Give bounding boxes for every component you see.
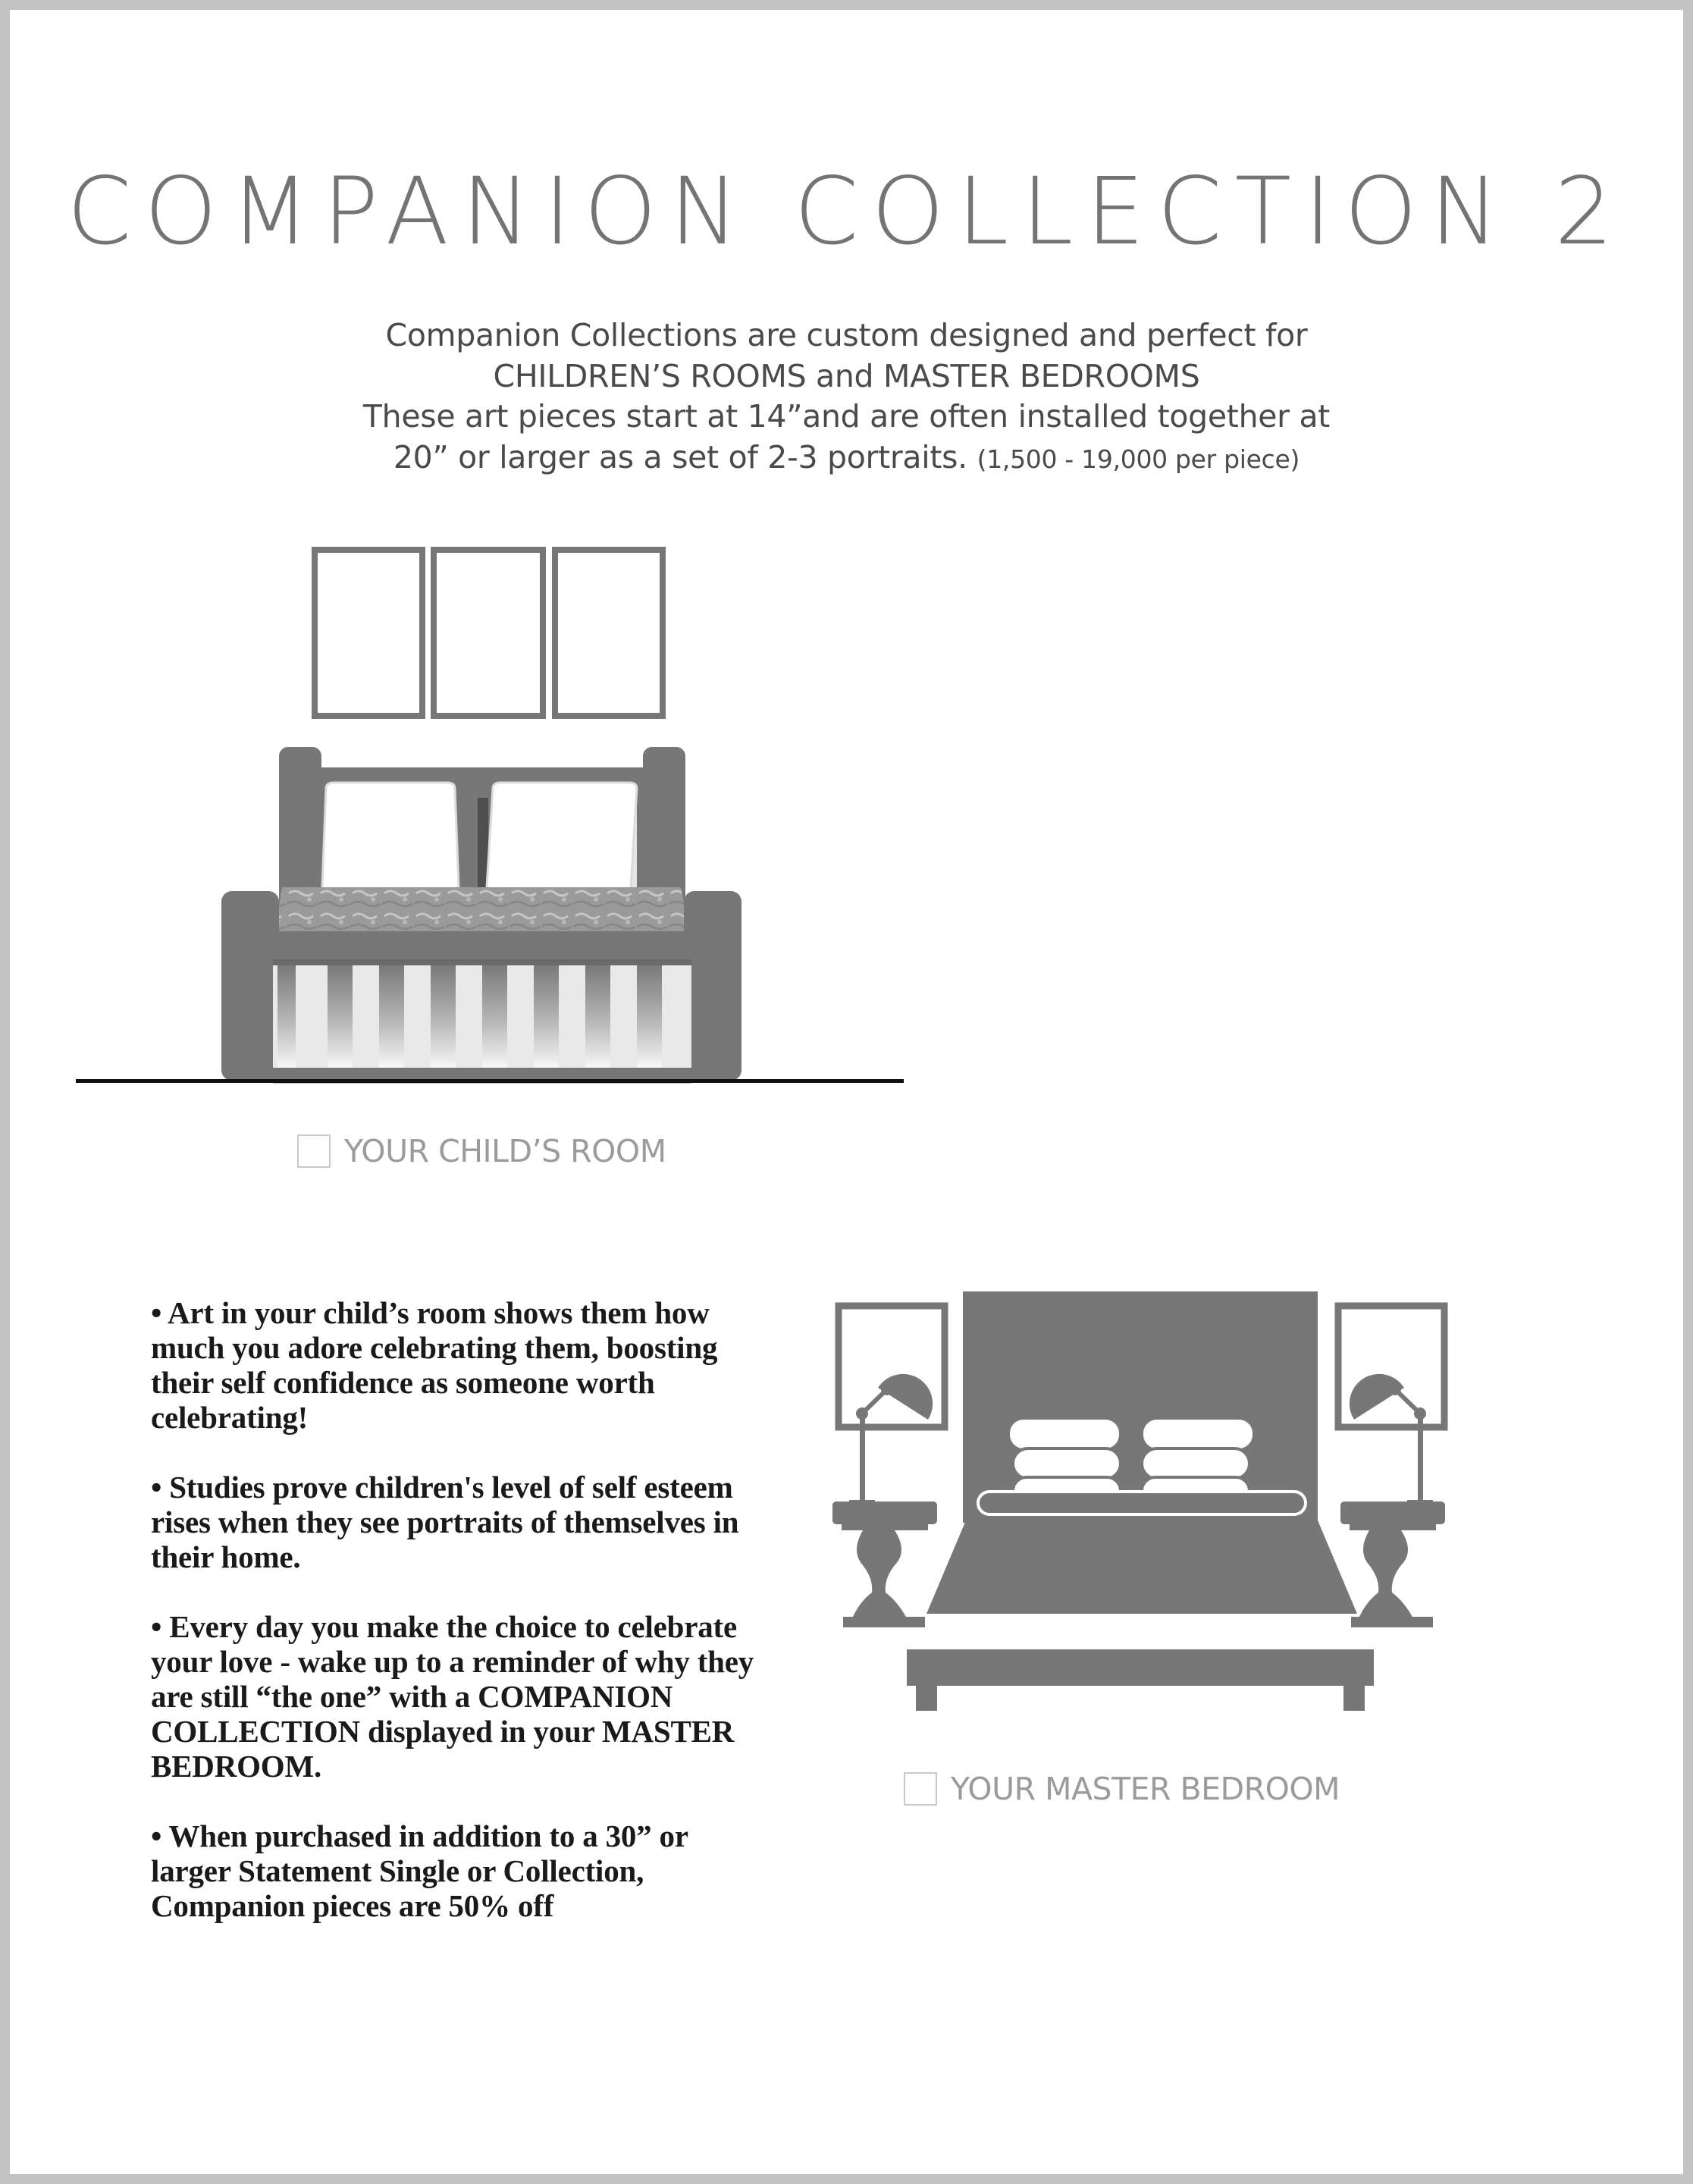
left-nightstand-icon [832,1502,937,1627]
master-bedroom-illustration [832,1291,1445,1711]
benefit-item-child-confidence: • Art in your child’s room shows them how much you adore celebrating them, boosting their self confidence as someone worth celebrating! [151,1295,718,1435]
child-room-label: YOUR CHILD’S ROOM [344,1133,666,1169]
floor-line [76,1079,904,1083]
master-bedroom-checkbox[interactable] [904,1772,937,1806]
intro-line-4-main: 20” or larger as a set of 2-3 portraits. [393,439,967,475]
master-bed-icon [907,1291,1374,1711]
right-nightstand-icon [1340,1502,1445,1627]
benefit-item-discount: • When purchased in addition to a 30” or larger Statement Single or Collection, Companion pieces are 50% off [151,1818,688,1923]
benefits-list [151,1295,757,1958]
master-bedroom-option[interactable] [904,1771,1340,1807]
child-room-option[interactable] [297,1133,666,1169]
intro-line-1: Companion Collections are custom designed and perfect for [385,317,1308,353]
child-room-checkbox[interactable] [297,1134,331,1168]
child-bed-icon [221,747,741,1084]
master-bedroom-label: YOUR MASTER BEDROOM [951,1771,1340,1807]
intro-line-2: CHILDREN’S ROOMS and MASTER BEDROOMS [493,358,1200,394]
child-room-illustration [76,550,904,1084]
intro-line-3: These art pieces start at 14”and are often installed together at [362,398,1331,435]
benefit-item-self-esteem: • Studies prove children's level of self esteem rises when they see portraits of themselves in their home. [151,1470,739,1574]
benefit-item-master-bedroom: • Every day you make the choice to celebrate your love - wake up to a reminder of why they are still “the one” with a COMPANION COLLECTION displayed in your MASTER BEDROOM. [151,1609,754,1784]
page-title: COMPANION COLLECTION 2 [67,158,1626,265]
three-frames-icon [315,550,663,716]
price-range: (1,500 - 19,000 per piece) [977,444,1300,474]
